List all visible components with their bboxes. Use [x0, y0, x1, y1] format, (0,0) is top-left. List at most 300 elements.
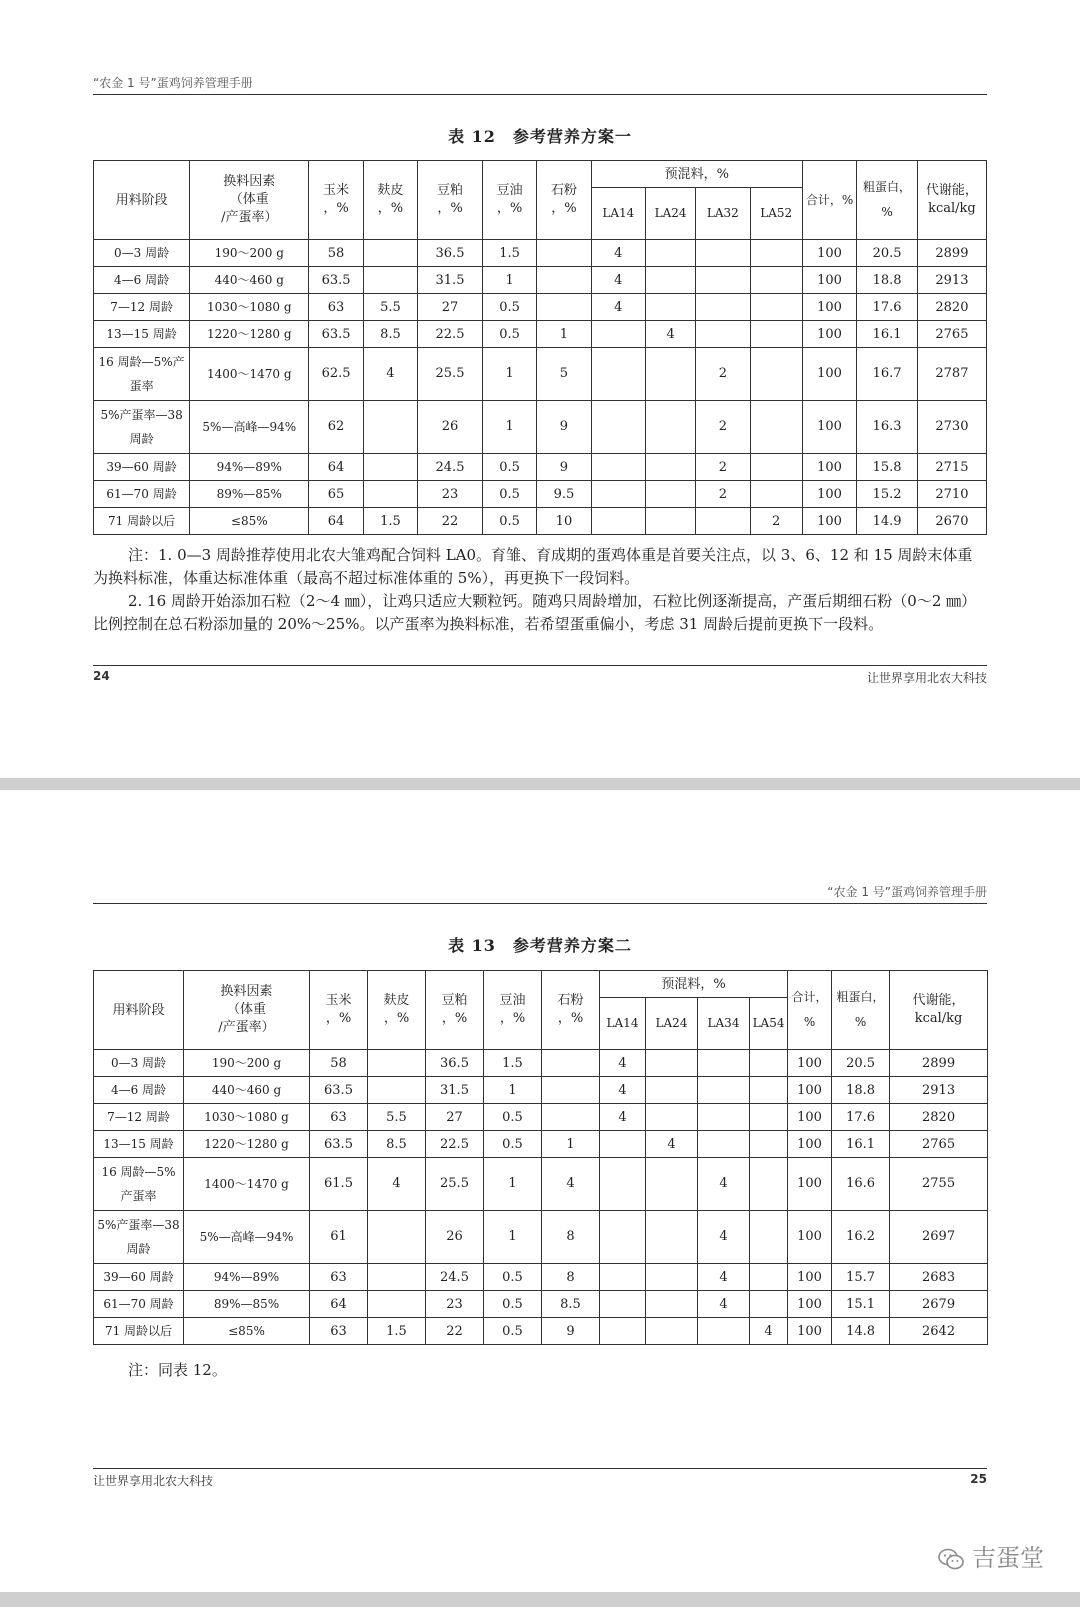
page-25	[0, 790, 1080, 1590]
header-energy	[917, 161, 986, 240]
cell-p3	[696, 294, 750, 321]
cell-total: 100	[802, 294, 856, 321]
cell-energy: 2913	[917, 267, 986, 294]
header-soyoil-line: ，%	[499, 1011, 526, 1026]
table-row	[94, 1291, 988, 1318]
cell-factor: 89%—85%	[190, 481, 309, 508]
table-row	[94, 294, 987, 321]
cell-p1: 4	[591, 240, 645, 267]
cell-corn: 64	[309, 508, 363, 535]
cell-soyoil: 0.5	[482, 481, 536, 508]
table-row	[94, 1131, 988, 1158]
cell-energy: 2765	[890, 1131, 988, 1158]
cell-soymeal: 22	[418, 508, 483, 535]
cell-soyoil: 0.5	[482, 321, 536, 348]
header-corn-line: ，%	[325, 1011, 352, 1026]
cell-p2	[645, 508, 695, 535]
cell-protein: 18.8	[857, 267, 918, 294]
cell-bran: 8.5	[363, 321, 417, 348]
cell-protein: 16.6	[832, 1158, 890, 1211]
cell-energy: 2913	[890, 1077, 988, 1104]
cell-limestone	[537, 294, 591, 321]
cell-corn: 58	[309, 240, 363, 267]
cell-protein: 15.7	[832, 1264, 890, 1291]
cell-p3: 4	[698, 1291, 750, 1318]
cell-limestone: 9.5	[537, 481, 591, 508]
cell-corn: 64	[309, 454, 363, 481]
cell-corn: 64	[310, 1291, 368, 1318]
cell-p2	[645, 240, 695, 267]
cell-soyoil: 0.5	[484, 1104, 542, 1131]
cell-energy: 2715	[917, 454, 986, 481]
cell-p4	[750, 454, 802, 481]
cell-bran: 5.5	[363, 294, 417, 321]
cell-p2	[645, 401, 695, 454]
cell-total: 100	[802, 508, 856, 535]
table-row	[94, 1158, 988, 1211]
cell-soymeal: 26	[426, 1211, 484, 1264]
cell-limestone: 9	[542, 1318, 600, 1345]
cell-limestone	[542, 1050, 600, 1077]
cell-p3	[696, 508, 750, 535]
cell-factor: ≤85%	[190, 508, 309, 535]
cell-p4	[750, 1291, 788, 1318]
cell-stage: 5%产蛋率—38 周龄	[94, 1211, 184, 1264]
cell-p2	[645, 348, 695, 401]
cell-bran: 4	[368, 1158, 426, 1211]
cell-protein: 14.9	[857, 508, 918, 535]
cell-factor: 94%—89%	[190, 454, 309, 481]
cell-stage: 4—6 周龄	[94, 267, 190, 294]
cell-stage: 13—15 周龄	[94, 321, 190, 348]
cell-protein: 15.1	[832, 1291, 890, 1318]
cell-stage: 16 周龄—5%产蛋率	[94, 1158, 184, 1211]
cell-factor: 1030～1080 g	[190, 294, 309, 321]
cell-soymeal: 31.5	[418, 267, 483, 294]
header-premix-col: LA52	[750, 188, 802, 240]
header-premix-col: LA54	[750, 998, 788, 1050]
cell-factor: 1030～1080 g	[184, 1104, 310, 1131]
cell-protein: 15.2	[857, 481, 918, 508]
cell-energy: 2642	[890, 1318, 988, 1345]
cell-corn: 63	[310, 1318, 368, 1345]
running-head: “农金 1 号”蛋鸡饲养管理手册	[93, 74, 987, 95]
header-limestone	[537, 161, 591, 240]
cell-limestone: 9	[537, 454, 591, 481]
cell-soyoil: 1	[482, 348, 536, 401]
cell-limestone: 9	[537, 401, 591, 454]
cell-p1	[591, 348, 645, 401]
cell-p1	[600, 1318, 646, 1345]
cell-protein: 18.8	[832, 1077, 890, 1104]
header-factor-line: /产蛋率）	[221, 210, 278, 225]
cell-p1: 4	[600, 1104, 646, 1131]
cell-bran	[363, 454, 417, 481]
cell-factor: ≤85%	[184, 1318, 310, 1345]
header-soyoil	[484, 971, 542, 1050]
cell-protein: 20.5	[857, 240, 918, 267]
cell-p3	[698, 1318, 750, 1345]
cell-corn: 63.5	[310, 1077, 368, 1104]
cell-corn: 63	[310, 1264, 368, 1291]
cell-soymeal: 22.5	[426, 1131, 484, 1158]
cell-corn: 61.5	[310, 1158, 368, 1211]
header-limestone-line: 石粉	[557, 993, 584, 1008]
page-24	[0, 0, 1080, 778]
header-soyoil-line: 豆油	[499, 993, 526, 1008]
cell-total: 100	[788, 1104, 832, 1131]
cell-p2: 4	[645, 321, 695, 348]
page-number: 24	[93, 669, 110, 683]
cell-p4	[750, 1104, 788, 1131]
cell-energy: 2670	[917, 508, 986, 535]
cell-total: 100	[802, 267, 856, 294]
cell-p2: 4	[646, 1131, 698, 1158]
cell-energy: 2710	[917, 481, 986, 508]
cell-soyoil: 0.5	[484, 1291, 542, 1318]
cell-limestone	[537, 267, 591, 294]
table-row	[94, 1318, 988, 1345]
cell-stage: 16 周龄—5%产蛋率	[94, 348, 190, 401]
cell-factor: 440～460 g	[184, 1077, 310, 1104]
cell-protein: 16.1	[857, 321, 918, 348]
header-corn-line: 玉米	[323, 183, 350, 198]
cell-soymeal: 23	[426, 1291, 484, 1318]
header-bran-line: 麸皮	[383, 993, 410, 1008]
cell-soyoil: 0.5	[484, 1318, 542, 1345]
cell-p1	[600, 1211, 646, 1264]
cell-p1	[600, 1264, 646, 1291]
cell-p3	[698, 1077, 750, 1104]
cell-soyoil: 0.5	[484, 1264, 542, 1291]
cell-p2	[646, 1318, 698, 1345]
cell-soymeal: 22	[426, 1318, 484, 1345]
cell-energy: 2820	[917, 294, 986, 321]
header-corn	[309, 161, 363, 240]
header-soymeal	[418, 161, 483, 240]
cell-factor: 94%—89%	[184, 1264, 310, 1291]
cell-factor: 440～460 g	[190, 267, 309, 294]
header-bran	[363, 161, 417, 240]
header-premix-col: LA24	[646, 998, 698, 1050]
cell-p4	[750, 1077, 788, 1104]
cell-p4	[750, 1131, 788, 1158]
cell-soymeal: 36.5	[418, 240, 483, 267]
header-soyoil-line: 豆油	[496, 183, 523, 198]
cell-p1	[600, 1158, 646, 1211]
cell-energy: 2755	[890, 1158, 988, 1211]
cell-protein: 14.8	[832, 1318, 890, 1345]
cell-limestone: 8.5	[542, 1291, 600, 1318]
cell-total: 100	[802, 401, 856, 454]
table-row	[94, 454, 987, 481]
cell-total: 100	[802, 321, 856, 348]
cell-p1	[591, 508, 645, 535]
cell-factor: 190～200 g	[184, 1050, 310, 1077]
cell-p2	[646, 1050, 698, 1077]
cell-total: 100	[802, 240, 856, 267]
cell-limestone: 4	[542, 1158, 600, 1211]
cell-stage: 0—3 周龄	[94, 240, 190, 267]
cell-total: 100	[788, 1050, 832, 1077]
cell-stage: 61—70 周龄	[94, 481, 190, 508]
nutrition-table-12	[93, 160, 987, 535]
page-separator	[0, 778, 1080, 790]
header-soymeal-line: 豆粕	[436, 183, 463, 198]
table-row	[94, 348, 987, 401]
cell-protein: 16.3	[857, 401, 918, 454]
cell-corn: 63	[309, 294, 363, 321]
cell-p4	[750, 1158, 788, 1211]
cell-bran: 1.5	[363, 508, 417, 535]
cell-p2	[646, 1211, 698, 1264]
cell-p2	[646, 1291, 698, 1318]
cell-stage: 71 周龄以后	[94, 1318, 184, 1345]
cell-p4	[750, 1211, 788, 1264]
cell-p4	[750, 240, 802, 267]
cell-bran	[368, 1077, 426, 1104]
header-soymeal	[426, 971, 484, 1050]
cell-energy: 2683	[890, 1264, 988, 1291]
header-premix: 预混料，%	[591, 161, 802, 188]
cell-energy: 2765	[917, 321, 986, 348]
cell-soymeal: 24.5	[426, 1264, 484, 1291]
cell-bran	[368, 1050, 426, 1077]
cell-p4	[750, 294, 802, 321]
cell-p2	[645, 481, 695, 508]
cell-corn: 63	[310, 1104, 368, 1131]
cell-p1: 4	[591, 294, 645, 321]
cell-corn: 62.5	[309, 348, 363, 401]
cell-p4	[750, 401, 802, 454]
cell-p1	[591, 481, 645, 508]
cell-stage: 4—6 周龄	[94, 1077, 184, 1104]
cell-total: 100	[788, 1131, 832, 1158]
cell-bran	[368, 1264, 426, 1291]
cell-p3	[696, 267, 750, 294]
header-soymeal-line: ，%	[437, 201, 463, 216]
page-footer	[93, 665, 987, 686]
cell-total: 100	[788, 1318, 832, 1345]
cell-stage: 39—60 周龄	[94, 454, 190, 481]
header-total: 合计，%	[788, 971, 832, 1050]
header-soymeal-line: ，%	[441, 1011, 468, 1026]
header-corn-line: ，%	[323, 201, 349, 216]
cell-total: 100	[788, 1211, 832, 1264]
cell-soymeal: 25.5	[426, 1158, 484, 1211]
cell-p3: 2	[696, 481, 750, 508]
cell-factor: 1220～1280 g	[184, 1131, 310, 1158]
cell-energy: 2820	[890, 1104, 988, 1131]
header-premix: 预混料，%	[600, 971, 788, 998]
table-row	[94, 1050, 988, 1077]
cell-p2	[646, 1077, 698, 1104]
watermark	[938, 1538, 1044, 1573]
cell-p3: 2	[696, 348, 750, 401]
cell-p4	[750, 348, 802, 401]
page-footer	[93, 1468, 987, 1489]
cell-soyoil: 1	[484, 1158, 542, 1211]
cell-p1: 4	[591, 267, 645, 294]
cell-total: 100	[788, 1077, 832, 1104]
header-bran-line: 麸皮	[377, 183, 404, 198]
cell-p1	[600, 1131, 646, 1158]
note-2: 2. 16 周龄开始添加石粒（2～4 ㎜），让鸡只适应大颗粒钙。随鸡只周龄增加，石粒比例逐渐提高，产蛋后期细石粉（0～2 ㎜）比例控制在总石粉添加量的 20%～25%。以产蛋率为换料标准，若希望蛋重偏小，考虑 31 周龄后提前更换下一段料。	[93, 592, 977, 633]
cell-p2	[646, 1158, 698, 1211]
header-factor-line: /产蛋率）	[218, 1020, 275, 1035]
cell-corn: 63.5	[309, 267, 363, 294]
cell-soymeal: 26	[418, 401, 483, 454]
header-energy-line: 代谢能，	[912, 993, 965, 1008]
cell-corn: 63.5	[309, 321, 363, 348]
footer-slogan: 让世界享用北农大科技	[93, 1474, 214, 1488]
header-factor-line: 换料因素	[220, 984, 273, 999]
cell-p2	[645, 294, 695, 321]
header-energy	[890, 971, 988, 1050]
header-bran-line: ，%	[377, 201, 404, 216]
note: 注：同表 12。	[128, 1361, 227, 1379]
cell-p4	[750, 1264, 788, 1291]
table-title: 表 13 参考营养方案二	[448, 936, 632, 955]
cell-p2	[645, 267, 695, 294]
table-row	[94, 1211, 988, 1264]
cell-protein: 16.2	[832, 1211, 890, 1264]
header-premix-col: LA34	[698, 998, 750, 1050]
cell-soyoil: 1	[484, 1211, 542, 1264]
cell-bran: 5.5	[368, 1104, 426, 1131]
cell-protein: 17.6	[857, 294, 918, 321]
running-head: “农金 1 号”蛋鸡饲养管理手册	[93, 883, 987, 904]
cell-p3	[696, 321, 750, 348]
cell-p1	[600, 1291, 646, 1318]
header-protein: 粗蛋白，%	[832, 971, 890, 1050]
cell-stage: 5%产蛋率—38 周龄	[94, 401, 190, 454]
cell-p3	[698, 1050, 750, 1077]
cell-soymeal: 25.5	[418, 348, 483, 401]
cell-limestone: 1	[537, 321, 591, 348]
cell-soymeal: 23	[418, 481, 483, 508]
cell-p1	[591, 321, 645, 348]
cell-limestone: 5	[537, 348, 591, 401]
cell-protein: 17.6	[832, 1104, 890, 1131]
cell-bran	[368, 1291, 426, 1318]
cell-p4	[750, 481, 802, 508]
header-limestone	[542, 971, 600, 1050]
cell-p3: 4	[698, 1264, 750, 1291]
cell-soyoil: 1	[484, 1077, 542, 1104]
cell-stage: 61—70 周龄	[94, 1291, 184, 1318]
cell-factor: 1400～1470 g	[184, 1158, 310, 1211]
cell-factor: 190～200 g	[190, 240, 309, 267]
cell-bran	[363, 401, 417, 454]
footer-slogan: 让世界享用北农大科技	[866, 671, 987, 685]
header-soymeal-line: 豆粕	[441, 993, 468, 1008]
table-row	[94, 1077, 988, 1104]
header-corn	[310, 971, 368, 1050]
table-row	[94, 1264, 988, 1291]
page-separator	[0, 1592, 1080, 1607]
cell-p4	[750, 1050, 788, 1077]
cell-limestone	[542, 1104, 600, 1131]
cell-protein: 20.5	[832, 1050, 890, 1077]
header-factor-line: 换料因素	[223, 174, 276, 189]
cell-soyoil: 1.5	[482, 240, 536, 267]
cell-stage: 7—12 周龄	[94, 1104, 184, 1131]
wechat-icon	[938, 1548, 964, 1570]
cell-stage: 7—12 周龄	[94, 294, 190, 321]
header-bran	[368, 971, 426, 1050]
cell-soyoil: 0.5	[482, 454, 536, 481]
cell-corn: 65	[309, 481, 363, 508]
cell-energy: 2697	[890, 1211, 988, 1264]
cell-p1: 4	[600, 1050, 646, 1077]
table-row	[94, 267, 987, 294]
table-row	[94, 401, 987, 454]
cell-limestone	[542, 1077, 600, 1104]
cell-total: 100	[788, 1158, 832, 1211]
cell-bran	[363, 240, 417, 267]
header-stage: 用料阶段	[94, 161, 190, 240]
cell-p1: 4	[600, 1077, 646, 1104]
cell-corn: 63.5	[310, 1131, 368, 1158]
header-premix-col: LA14	[600, 998, 646, 1050]
header-factor-line: （体重	[226, 1002, 266, 1017]
cell-total: 100	[802, 348, 856, 401]
header-limestone-line: ，%	[551, 201, 577, 216]
cell-energy: 2787	[917, 348, 986, 401]
cell-factor: 5%—高峰—94%	[184, 1211, 310, 1264]
page-number: 25	[970, 1472, 987, 1486]
cell-stage: 71 周龄以后	[94, 508, 190, 535]
cell-energy: 2899	[917, 240, 986, 267]
cell-corn: 62	[309, 401, 363, 454]
cell-factor: 1400～1470 g	[190, 348, 309, 401]
header-factor	[184, 971, 310, 1050]
cell-p3	[698, 1131, 750, 1158]
cell-total: 100	[788, 1291, 832, 1318]
cell-protein: 16.7	[857, 348, 918, 401]
header-premix-col: LA14	[591, 188, 645, 240]
cell-soyoil: 1	[482, 267, 536, 294]
header-protein: 粗蛋白，%	[857, 161, 918, 240]
cell-p3: 2	[696, 401, 750, 454]
cell-p2	[646, 1104, 698, 1131]
cell-p1	[591, 401, 645, 454]
cell-bran	[363, 481, 417, 508]
cell-energy: 2730	[917, 401, 986, 454]
header-energy-line: 代谢能，	[925, 183, 978, 198]
cell-soyoil: 1.5	[484, 1050, 542, 1077]
cell-bran: 4	[363, 348, 417, 401]
header-soyoil	[482, 161, 536, 240]
cell-p2	[646, 1264, 698, 1291]
header-energy-line: kcal/kg	[928, 201, 976, 216]
cell-bran	[363, 267, 417, 294]
cell-p4: 2	[750, 508, 802, 535]
cell-p4	[750, 321, 802, 348]
table-notes	[93, 544, 987, 636]
table-row	[94, 508, 987, 535]
cell-soymeal: 27	[418, 294, 483, 321]
cell-energy: 2679	[890, 1291, 988, 1318]
cell-p3	[696, 240, 750, 267]
cell-soyoil: 0.5	[482, 508, 536, 535]
cell-stage: 13—15 周龄	[94, 1131, 184, 1158]
cell-p4: 4	[750, 1318, 788, 1345]
cell-total: 100	[802, 454, 856, 481]
cell-limestone: 8	[542, 1264, 600, 1291]
header-soyoil-line: ，%	[496, 201, 523, 216]
